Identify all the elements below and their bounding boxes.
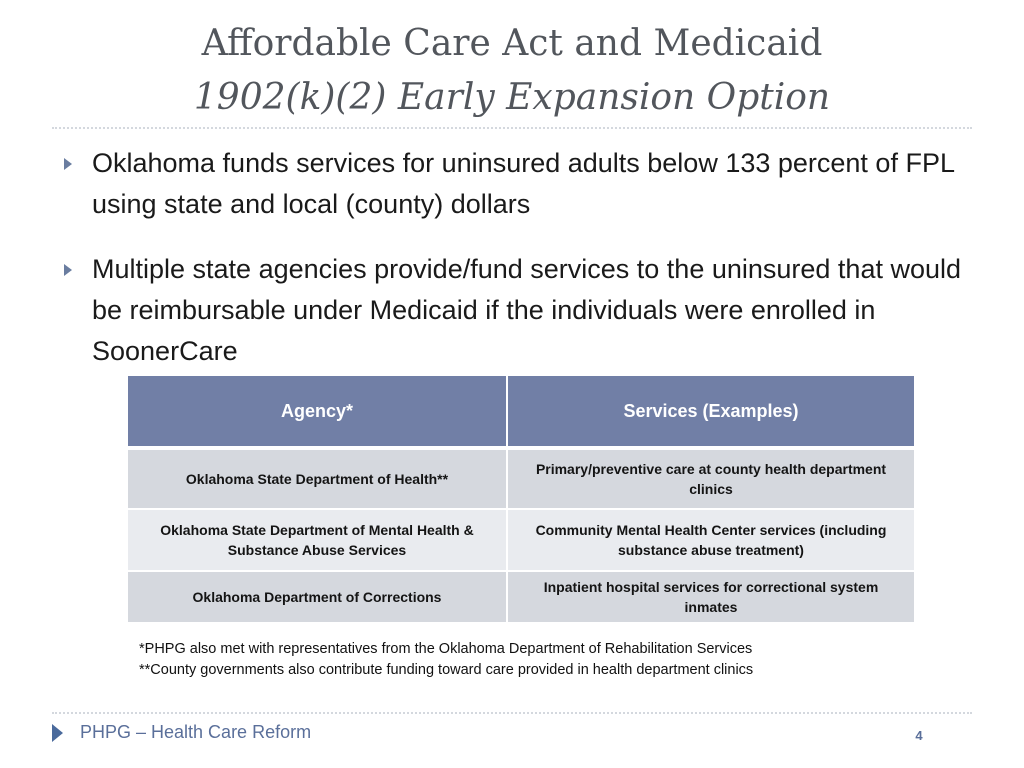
agency-cell: Oklahoma State Department of Mental Health & Substance Abuse Services — [128, 510, 508, 572]
bullet-item: Oklahoma funds services for uninsured adults below 133 percent of FPL using state and local (county) dollars — [92, 148, 954, 219]
footnote: *PHPG also met with representatives from the Oklahoma Department of Rehabilitation Services — [139, 641, 753, 657]
table-header-row — [128, 376, 914, 450]
page-number: 4 — [915, 728, 923, 743]
slide-title: Affordable Care Act and Medicaid — [201, 23, 823, 64]
footer-divider — [52, 712, 972, 714]
table-row — [128, 510, 914, 572]
agency-cell: Oklahoma State Department of Health** — [128, 450, 508, 510]
services-cell: Community Mental Health Center services (including substance abuse treatment) — [508, 510, 914, 572]
bullet-arrow-icon — [64, 264, 72, 276]
slide-subtitle: 1902(k)(2) Early Expansion Option — [193, 77, 831, 118]
table-row — [128, 572, 914, 624]
agency-cell: Oklahoma Department of Corrections — [128, 572, 508, 624]
title-divider — [52, 127, 972, 129]
table-row — [128, 450, 914, 510]
header-services: Services (Examples) — [508, 376, 914, 450]
footer-triangle-icon — [52, 724, 63, 742]
bullet-arrow-icon — [64, 158, 72, 170]
services-cell: Inpatient hospital services for correctional system inmates — [508, 572, 914, 624]
footer-text: PHPG – Health Care Reform — [80, 722, 312, 742]
bullet-item: Multiple state agencies provide/fund services to the uninsured that would be reimbursable under Medicaid if the individuals were enrolled in SoonerCare — [92, 254, 962, 366]
header-agency: Agency* — [128, 376, 508, 450]
services-cell: Primary/preventive care at county health department clinics — [508, 450, 914, 510]
footnote: **County governments also contribute funding toward care provided in health department clinics — [139, 662, 754, 678]
agency-services-table — [128, 376, 914, 624]
